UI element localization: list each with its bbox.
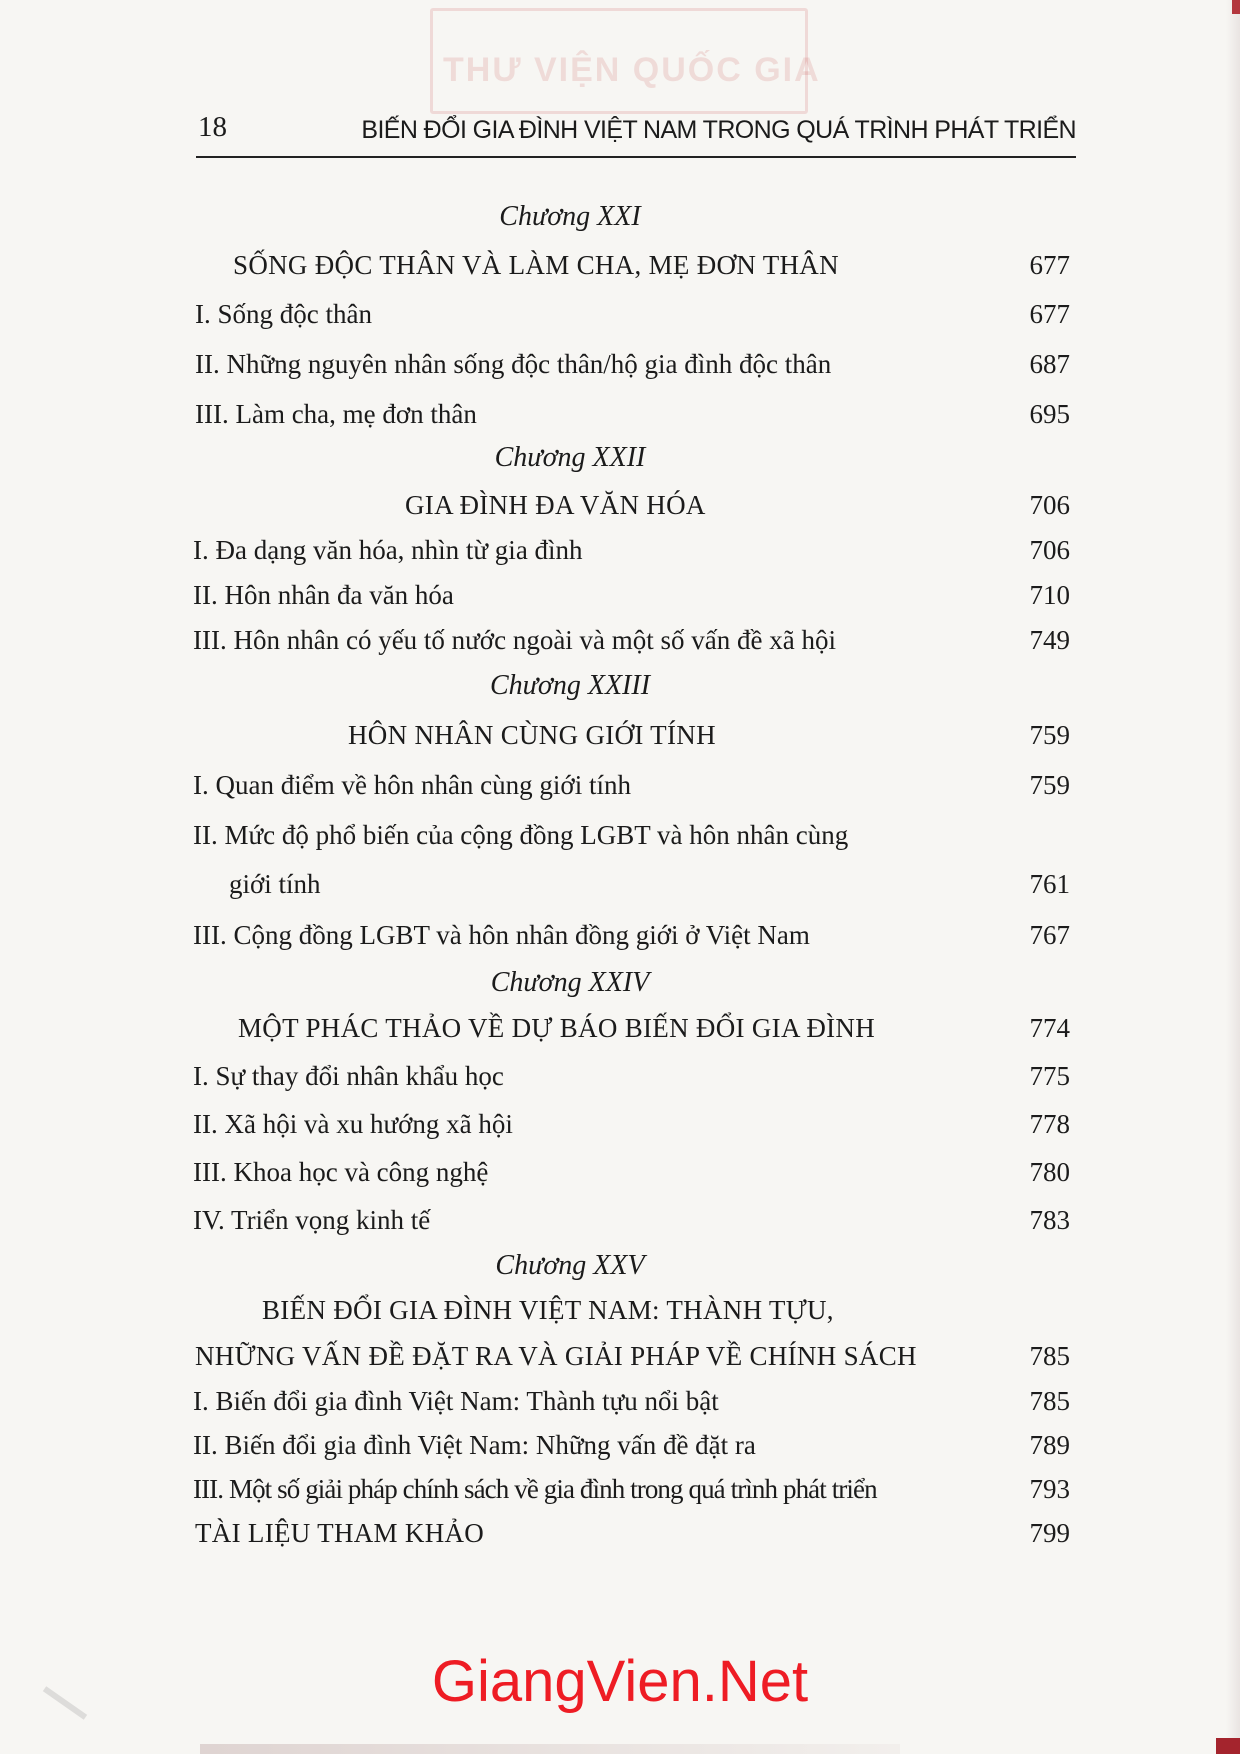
toc-entry-title: II. Hôn nhân đa văn hóa <box>193 580 454 610</box>
chapter-label: Chương XXIV <box>490 967 650 998</box>
references-title: TÀI LIỆU THAM KHẢO <box>195 1518 485 1548</box>
toc-entry-page: 677 <box>1029 299 1070 329</box>
toc-entry-title: II. Xã hội và xu hướng xã hội <box>193 1109 513 1139</box>
bottom-scan-shadow <box>200 1744 900 1754</box>
toc-entry <box>0 530 1240 570</box>
toc-entry <box>0 1152 1240 1192</box>
references-row <box>0 1513 1240 1553</box>
page-number: 18 <box>198 111 227 143</box>
chapter-page: 774 <box>1029 1013 1070 1043</box>
chapter-page: 706 <box>1029 490 1070 520</box>
toc-entry-page: 780 <box>1029 1157 1070 1187</box>
toc-entry-title: III. Hôn nhân có yếu tố nước ngoài và một số vấn đề xã hội <box>193 625 837 655</box>
toc-entry <box>0 294 1240 334</box>
toc-entry-title: II. Những nguyên nhân sống độc thân/hộ gia đình độc thân <box>195 349 832 379</box>
library-stamp <box>430 8 821 114</box>
page-edge-marker-top <box>1232 0 1240 14</box>
toc-entry <box>0 765 1240 805</box>
toc-entry <box>0 1200 1240 1240</box>
chapter-title-row <box>0 1336 1240 1376</box>
toc-entry-title: IV. Triển vọng kinh tế <box>193 1205 431 1235</box>
running-header <box>196 106 1076 158</box>
toc-entry <box>0 1425 1240 1465</box>
chapter-title-row <box>0 1290 1240 1330</box>
toc-entry <box>0 394 1240 434</box>
toc-entry-page: 706 <box>1029 535 1070 565</box>
chapter-title-row <box>0 1008 1240 1048</box>
chapter-page: 677 <box>1029 250 1070 280</box>
toc-entry <box>0 1056 1240 1096</box>
toc-entry-title: III. Khoa học và công nghệ <box>193 1157 489 1187</box>
toc-entry <box>0 1469 1240 1509</box>
page-edge-marker-bottom <box>1216 1738 1240 1754</box>
toc-entry <box>0 344 1240 384</box>
chapter-label: Chương XXV <box>495 1250 645 1281</box>
chapter-title: MỘT PHÁC THẢO VỀ DỰ BÁO BIẾN ĐỔI GIA ĐÌNH <box>238 1013 876 1043</box>
chapter-title: HÔN NHÂN CÙNG GIỚI TÍNH <box>348 720 716 750</box>
toc-entry-title: I. Sự thay đổi nhân khẩu học <box>193 1061 504 1091</box>
running-title: BIẾN ĐỔI GIA ĐÌNH VIỆT NAM TRONG QUÁ TRÌNH PHÁT TRIỂN <box>361 116 1076 144</box>
toc-entry-page: 789 <box>1029 1430 1070 1460</box>
toc-entry <box>0 1381 1240 1421</box>
toc-entry-continuation <box>0 864 1240 904</box>
chapter-page: 759 <box>1029 720 1070 750</box>
chapter-label: Chương XXIII <box>489 670 651 701</box>
chapter-title-row <box>0 245 1240 285</box>
toc-entry-title: I. Biến đổi gia đình Việt Nam: Thành tựu nổi bật <box>193 1386 719 1416</box>
chapter-title-row <box>0 715 1240 755</box>
toc-entry-page: 759 <box>1029 770 1070 800</box>
toc-entry <box>0 1104 1240 1144</box>
toc-entry-title: III. Một số giải pháp chính sách về gia đình trong quá trình phát triển <box>193 1474 877 1504</box>
toc-entry <box>0 575 1240 615</box>
toc-entry-page: 783 <box>1029 1205 1070 1235</box>
toc-entry-title: I. Sống độc thân <box>195 299 372 329</box>
toc-entry-title: II. Mức độ phổ biến của cộng đồng LGBT và hôn nhân cùng <box>193 820 849 850</box>
toc-entry <box>0 915 1240 955</box>
toc-entry-page: 778 <box>1029 1109 1070 1139</box>
toc-entry <box>0 815 1240 855</box>
toc-entry-page: 775 <box>1029 1061 1070 1091</box>
toc-entry-title: III. Cộng đồng LGBT và hôn nhân đồng giới ở Việt Nam <box>193 920 810 950</box>
library-stamp-text: THƯ VIỆN QUỐC GIA <box>443 51 821 89</box>
chapter-label: Chương XXII <box>494 442 646 473</box>
chapter-title: GIA ĐÌNH ĐA VĂN HÓA <box>405 490 706 520</box>
chapter-title-line2: NHỮNG VẤN ĐỀ ĐẶT RA VÀ GIẢI PHÁP VỀ CHÍNH SÁCH <box>195 1341 917 1371</box>
toc-entry-page: 761 <box>1029 869 1070 899</box>
toc-entry-page: 785 <box>1029 1386 1070 1416</box>
toc-entry-title: II. Biến đổi gia đình Việt Nam: Những vấn đề đặt ra <box>193 1430 756 1460</box>
toc-entry-title: I. Quan điểm về hôn nhân cùng giới tính <box>193 770 631 800</box>
toc-entry-title: I. Đa dạng văn hóa, nhìn từ gia đình <box>193 535 583 565</box>
chapter-title-row <box>0 485 1240 525</box>
toc-entry <box>0 620 1240 660</box>
chapter-title-line1: BIẾN ĐỔI GIA ĐÌNH VIỆT NAM: THÀNH TỰU, <box>262 1295 834 1325</box>
references-page: 799 <box>1029 1518 1070 1548</box>
chapter-title: SỐNG ĐỘC THÂN VÀ LÀM CHA, MẸ ĐƠN THÂN <box>233 250 839 280</box>
toc-entry-page: 695 <box>1029 399 1070 429</box>
toc-entry-page: 749 <box>1029 625 1070 655</box>
chapter-label: Chương XXI <box>499 201 641 232</box>
watermark: GiangVien.Net <box>431 1649 809 1714</box>
toc-entry-page: 767 <box>1029 920 1070 950</box>
toc-entry-page: 687 <box>1029 349 1070 379</box>
toc-entry-title: III. Làm cha, mẹ đơn thân <box>195 399 477 429</box>
toc-entry-title-continuation: giới tính <box>229 869 321 899</box>
toc-entry-page: 710 <box>1029 580 1070 610</box>
chapter-page: 785 <box>1029 1341 1070 1371</box>
toc-entry-page: 793 <box>1029 1474 1070 1504</box>
